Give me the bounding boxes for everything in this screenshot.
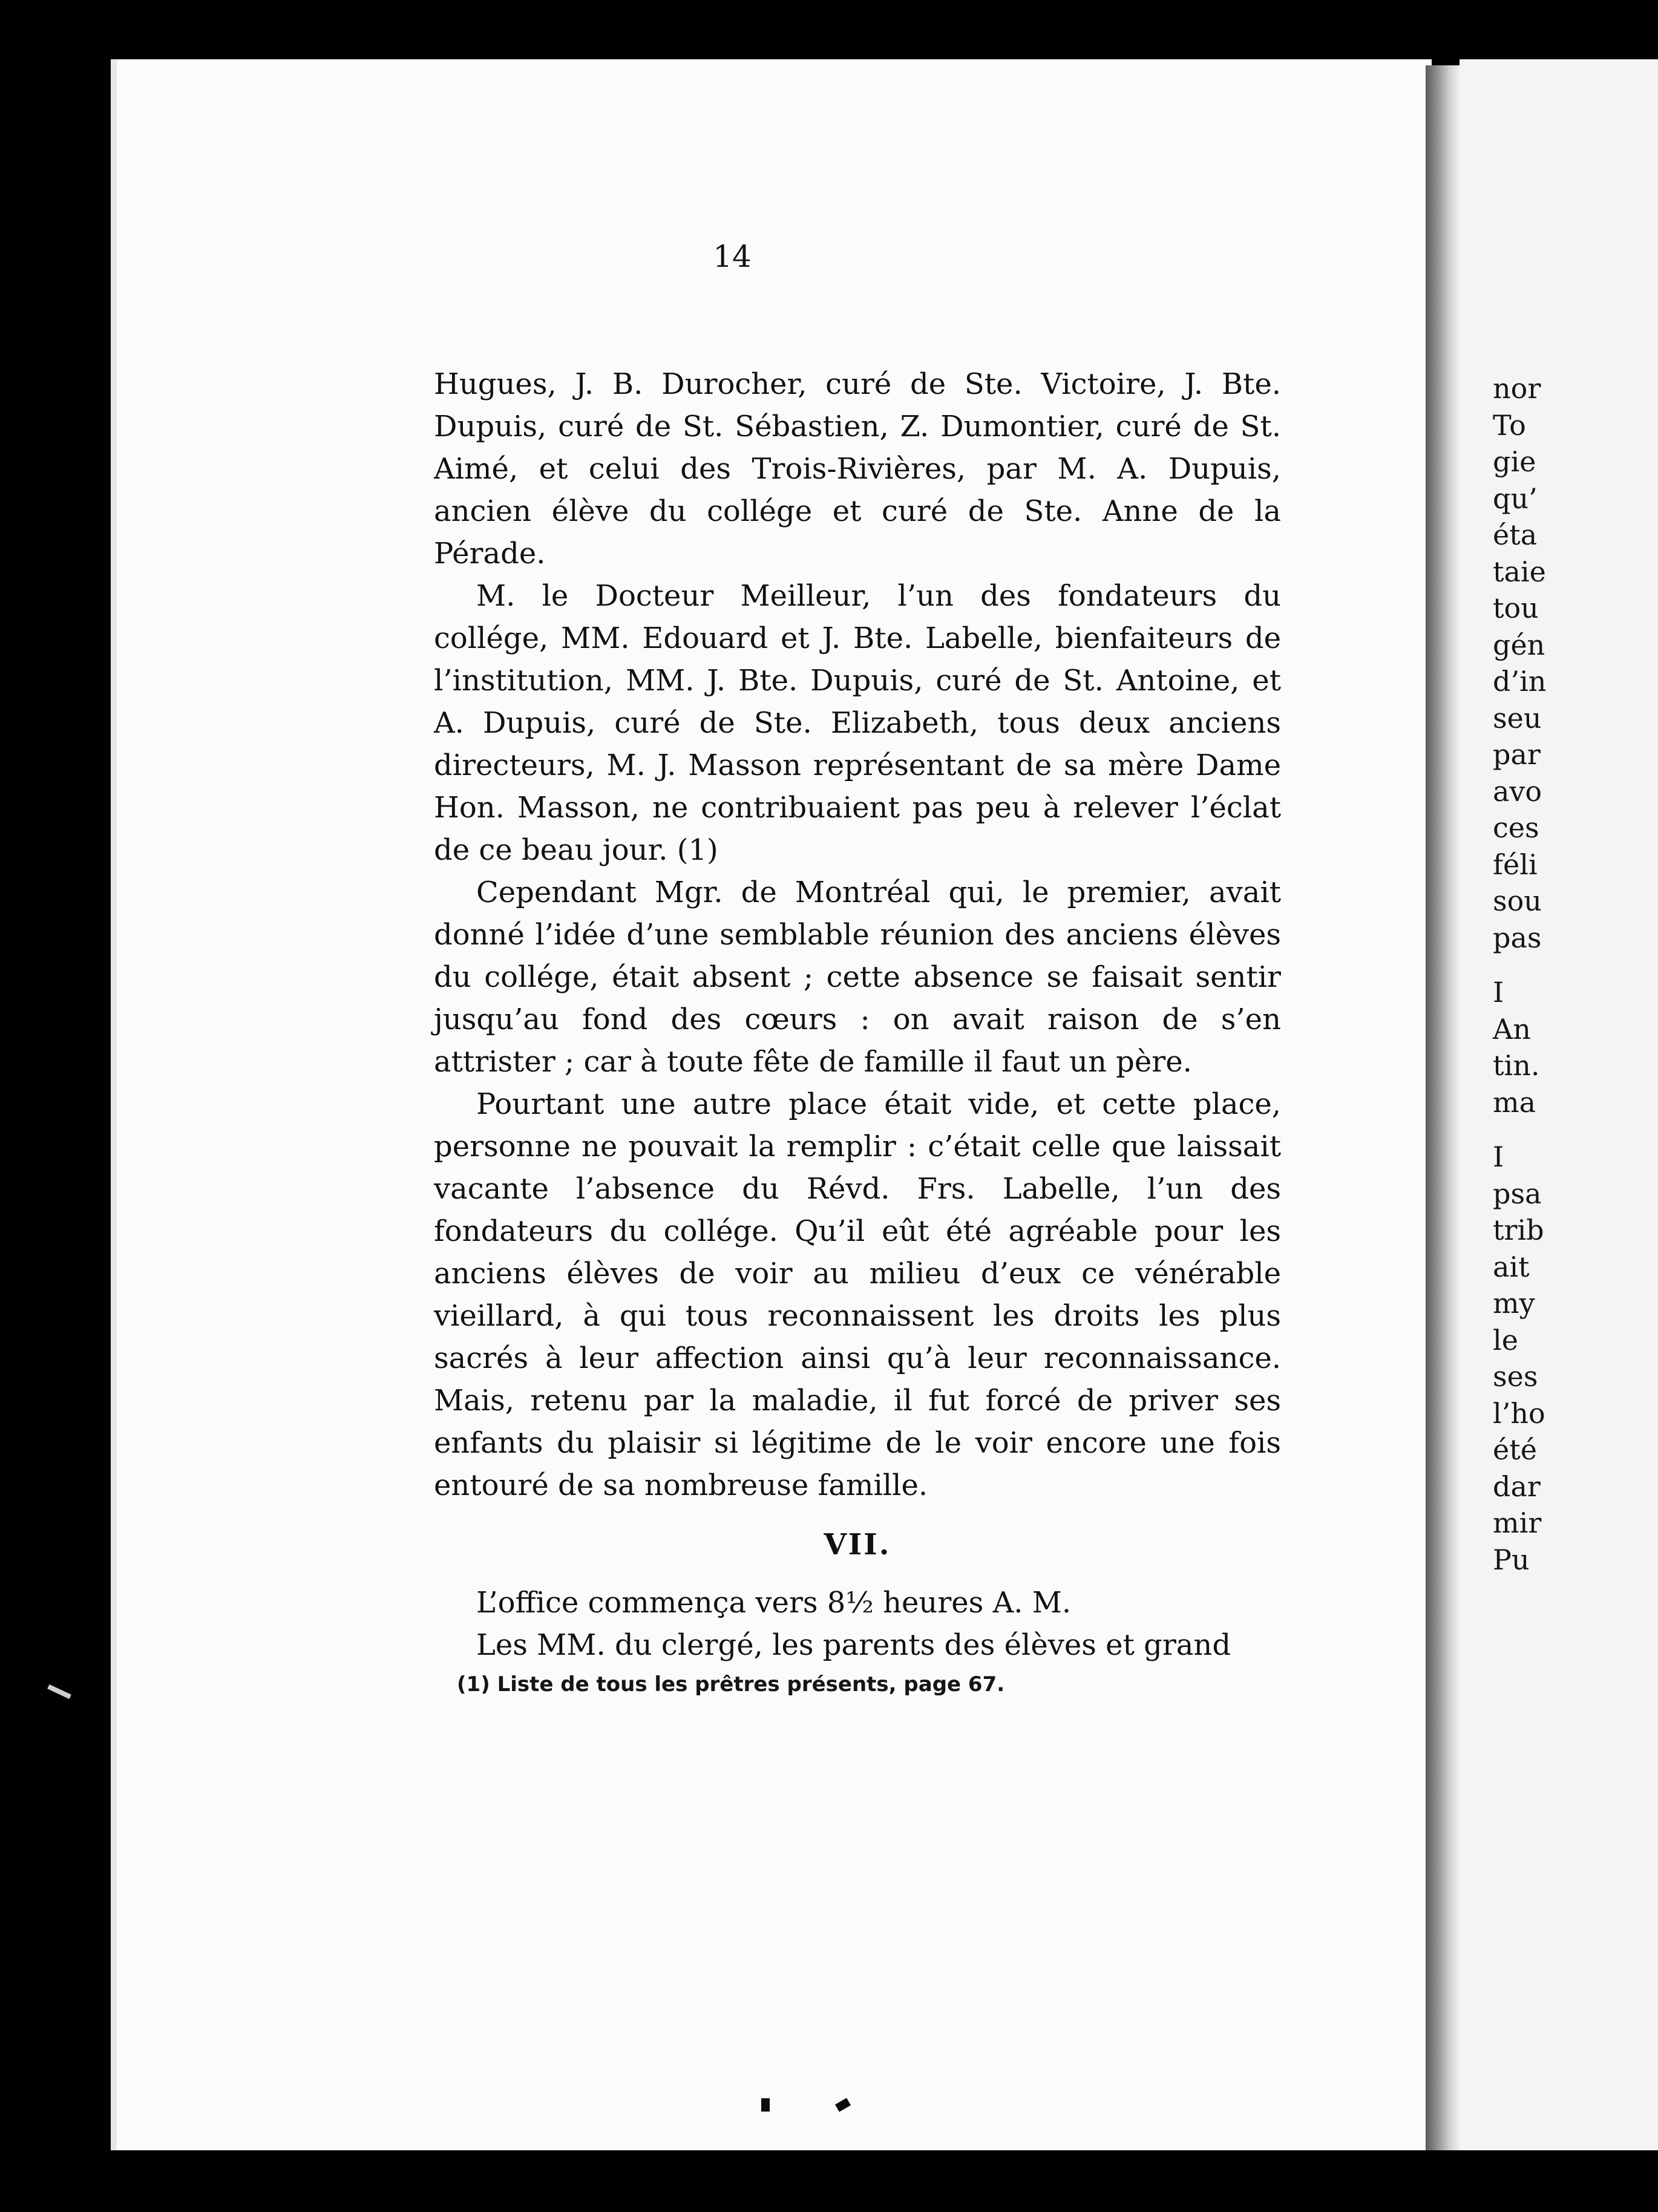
facing-page-line: sou [1493,885,1542,917]
facing-page-line: tin. [1493,1049,1540,1082]
text-block [434,363,1281,1699]
facing-page-line: ma [1493,1085,1536,1119]
right-page [1460,59,1658,2150]
paragraph: Les MM. du clergé, les parents des élèves et grand [476,1628,1231,1662]
paragraph: Pourtant une autre place était vide, et cette place, personne ne pouvait la remplir : c’était celle que laissait vacante l’absence du Révd. Frs. Labelle, l’un des fondateurs du collége. Qu’il eût été agréable pour les anciens élèves de voir au milieu d’eux ce vénérable vieillard, à qui tous reconnaissent les droits les plus sacrés à leur affection ainsi qu’à leur reconnaissance. Mais, retenu par la maladie, il fut forcé de priver ses enfants du plaisir si légitime de le voir encore une fois entouré de sa nombreuse famille. [434,1087,1281,1502]
facing-page-line: seu [1493,701,1542,735]
line-gap [1493,1121,1546,1139]
facing-page-line: taie [1493,555,1546,588]
facing-page-line: tou [1493,592,1539,624]
paragraph: L’office commença vers 8½ heures A. M. [476,1586,1072,1620]
footnote: (1) Liste de tous les prêtres présents, page 67. [457,1672,1005,1697]
facing-page-line: nor [1493,372,1541,405]
facing-page-line: qu’ [1493,482,1538,515]
facing-page-line: éta [1493,519,1538,551]
facing-page-line: my [1493,1287,1535,1320]
facing-page-line: ces [1493,811,1539,844]
facing-page-line: gie [1493,445,1536,478]
scan-artifact [47,1684,71,1699]
facing-page-text [1493,370,1546,1578]
facing-page-line: psa [1493,1177,1542,1210]
facing-page-line: I [1493,1140,1504,1173]
facing-page-line: pas [1493,921,1542,954]
facing-page-line: ait [1493,1250,1530,1283]
facing-page-line: dar [1493,1470,1541,1503]
facing-page-line: I [1493,976,1504,1009]
facing-page-line: avo [1493,774,1542,808]
facing-page-line: le [1493,1323,1518,1356]
facing-page-line: été [1493,1433,1537,1466]
paragraph: Hugues, J. B. Durocher, curé de Ste. Victoire, J. Bte. Dupuis, curé de St. Sébastien, Z. Dumontier, curé de St. Aimé, et celui des Trois-Rivières, par M. A. Dupuis, ancien élève du collége et curé de Ste. Anne de la Pérade. [434,367,1281,571]
facing-page-line: gén [1493,628,1545,661]
page-number: 14 [713,239,752,274]
facing-page-line: l’ho [1493,1396,1545,1430]
book-gutter [1426,65,1460,2150]
scan-artifact [761,2098,770,2112]
section-heading: VII. [824,1528,891,1562]
facing-page-line: féli [1493,848,1538,881]
facing-page-line: An [1493,1012,1531,1045]
facing-page-line: trib [1493,1214,1544,1246]
facing-page-line: To [1493,408,1526,442]
facing-page-line: ses [1493,1360,1538,1393]
paragraph: Cependant Mgr. de Montréal qui, le premier, avait donné l’idée d’une semblable réunion des anciens élèves du collége, était absent ; cette absence se faisait sentir jusqu’au fond des cœurs : on avait raison de s’en attrister ; car à toute fête de famille il faut un père. [434,875,1281,1079]
line-gap [1493,956,1546,974]
facing-page-line: mir [1493,1507,1542,1539]
facing-page-line: Pu [1493,1543,1530,1576]
facing-page-line: d’in [1493,665,1547,698]
facing-page-line: par [1493,738,1541,771]
paragraph: M. le Docteur Meilleur, l’un des fondateurs du collége, MM. Edouard et J. Bte. Labelle, bienfaiteurs de l’institution, MM. J. Bte. Dupuis, curé de St. Antoine, et A. Dupuis, curé de Ste. Elizabeth, tous deux anciens directeurs, M. J. Masson représentant de sa mère Dame Hon. Masson, ne contribuaient pas peu à relever l’éclat de ce beau jour. (1) [434,579,1281,867]
